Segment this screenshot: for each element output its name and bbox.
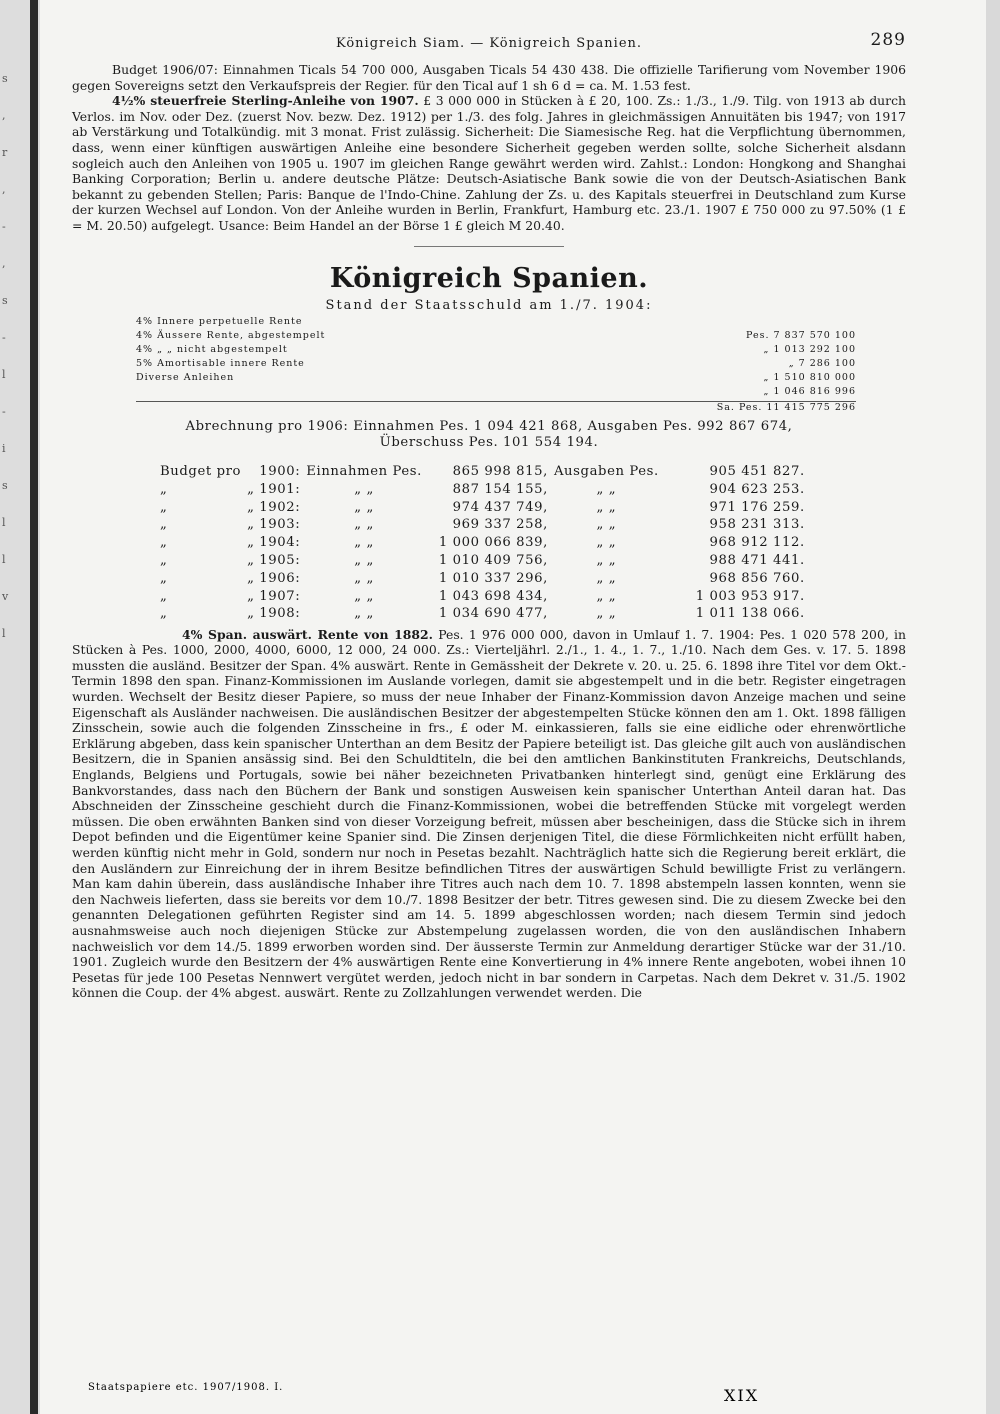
debt-row-amount: „ 1 046 816 996 [763,386,856,398]
budget-label: „ [160,535,168,551]
debt-row-amount: „ 1 510 810 000 [763,372,856,384]
expense-label: „ „ [596,606,617,622]
debt-row-amount: Pes. 7 837 570 100 [745,330,856,342]
revenue-amount: 974 437 749, [452,499,548,515]
budget-row [160,552,811,570]
margin-mark: s [2,294,8,307]
debt-row [136,385,856,399]
expense-amount: 958 231 313. [709,517,805,533]
siam-loan-text: £ 3 000 000 in Stücken à £ 20, 100. Zs.: 1./3., 1./9. Tilg. von 1913 ab durch Verlos. im Nov. oder Dez. (zuerst Nov. bezw. Dez. 1912) per 1./3. des folg. Jahres in gleichmässigen Annuitäten bis 1947; von 1917 ab Verstärkung und Totalkündig. mit 3 monat. Frist zulässig. Sicherheit: Die Siamesische Reg. hat die Verpflichtung übernommen, dass, wenn einer künftigen auswärtigen Anleihe eine besondere Sicherheit gegeben werden sollte, solche Sicherheit alsdann sogleich auch den Anleihen von 1905 u. 1907 im gleichen Range gewährt werden wird. Zahlst.: London: Hongkong and Shanghai Banking Corporation; Berlin u. andere deutsche Plätze: Deutsch-Asiatische Bank sowie die von der Deutsch-Asiatischen Bank bekannt zu gebenden Stellen; Paris: Banque de l'Indo-Chine. Zahlung der Zs. u. des Kapitals steuerfrei in Deutschland zum Kurse der kurzen Wechsel auf London. Von der Anleihe wurden in Berlin, Frankfurt, Hamburg etc. 23./1. 1907 £ 750 000 zu 97.50% (1 £ = M. 20.50) aufgelegt. Usance: Beim Handel an der Börse 1 £ gleich M 20.40. [72,93,906,233]
expense-label: „ „ [596,570,617,586]
abrechnung-1906 [72,419,906,451]
expense-label: Ausgaben Pes. [553,463,659,479]
margin-mark: r [2,146,8,159]
debt-row-label: 4% „ „ nicht abgestempelt [136,344,288,356]
budget-row [160,498,811,516]
budget-label: „ [160,517,168,533]
debt-row-amount: „ 7 286 100 [788,358,856,370]
revenue-label: „ „ [354,606,374,622]
abrechnung-line-1: Abrechnung pro 1906: Einnahmen Pes. 1 094 421 868, Ausgaben Pes. 992 867 674, [185,418,793,434]
spain-section-title: Königreich Spanien. [329,262,649,294]
expense-amount: 988 471 441. [709,552,805,568]
abrechnung-line-2: Überschuss Pes. 101 554 194. [379,434,599,450]
revenue-amount: 1 043 698 434, [438,588,548,604]
debt-row [136,343,856,357]
expense-label: „ „ [596,481,617,497]
budget-label: „ [160,606,168,622]
expense-amount: 905 451 827. [709,463,805,479]
siam-loan-title: 4½% steuerfreie Sterling-Anleihe von 1907. [112,93,419,109]
debt-row [136,315,856,329]
revenue-amount: 1 034 690 477, [438,606,548,622]
margin-mark: - [2,331,6,344]
revenue-label: „ „ [354,499,374,515]
revenue-label: „ „ [354,570,374,586]
budget-row [160,516,811,534]
budget-year: „ 1905: [247,552,301,568]
debt-total: Sa. Pes. 11 415 775 296 [136,401,856,413]
margin-mark: l [2,553,6,566]
debt-row-label: Diverse Anleihen [136,372,235,384]
budget-row [160,569,811,587]
revenue-amount: 865 998 815, [452,463,548,479]
page-text [72,30,906,1001]
section-divider [414,246,564,247]
budget-year: „ 1903: [247,517,301,533]
debt-row [136,371,856,385]
revenue-label: „ „ [354,535,374,551]
debt-row [136,329,856,343]
expense-label: „ „ [596,535,617,551]
debt-row-amount [706,315,856,329]
expense-amount: 1 011 138 066. [695,606,805,622]
budget-label: „ [160,499,168,515]
siam-budget-paragraph: Budget 1906/07: Einnahmen Ticals 54 700 000, Ausgaben Ticals 54 430 438. Die offizielle Tarifierung vom November 1906 gegen Sovereigns setzt den Verkaufspreis der Regier. für den Tical auf 1 sh 6 d = ca. M. 1.53 fest. [72,62,906,93]
budget-row [160,605,811,623]
siam-loan-paragraph [72,93,906,233]
budget-row [160,587,811,605]
margin-mark: i [2,442,6,455]
budget-year: „ 1901: [247,481,301,497]
page-number: 289 [870,30,906,50]
debt-table [136,315,856,399]
margin-mark: , [2,183,6,196]
budget-table [160,463,811,623]
budget-year: „ 1902: [247,499,301,515]
budget-label: „ [160,588,168,604]
budget-year: „ 1907: [247,588,301,604]
sheet-signature: XIX [724,1386,760,1405]
revenue-label: Einnahmen Pes. [306,463,422,479]
right-page-edge [986,0,1000,1414]
margin-mark: v [2,590,9,603]
debt-row-amount: „ 1 013 292 100 [763,344,856,356]
expense-amount: 968 856 760. [709,570,805,586]
revenue-amount: 1 010 409 756, [438,552,548,568]
revenue-label: „ „ [354,481,374,497]
margin-mark: l [2,627,6,640]
revenue-amount: 969 337 258, [452,517,548,533]
expense-label: „ „ [596,552,617,568]
budget-year: „ 1908: [247,606,301,622]
debt-row-label: 4% Innere perpetuelle Rente [136,316,303,328]
margin-mark: - [2,405,6,418]
budget-row [160,480,811,498]
expense-amount: 971 176 259. [709,499,805,515]
rente-text: Pes. 1 976 000 000, davon in Umlauf 1. 7. 1904: Pes. 1 020 578 200, in Stücken à Pes. 1000, 2000, 4000, 6000, 12 000, 24 000. Zs.: Vierteljährl. 2./1., 1. 4., 1. 7., 1./10. Nach dem Ges. v. 17. 5. 1898 mussten die ausländ. Besitzer der Span. 4% auswärt. Rente in Gemässheit der Dekrete v. 20. u. 25. 6. 1898 ihre Titel vor dem Okt.-Termin 1898 den span. Finanz-Kommissionen im Auslande vorlegen, damit sie abgestempelt und in die betr. Register eingetragen wurden. Wechselt der Besitz dieser Papiere, so muss der neue Inhaber der Finanz-Kommission davon Anzeige machen und seine Eigenschaft als Ausländer nachweisen. Die ausländischen Besitzer der abgestempelten Stücke können den am 1. Okt. 1898 fälligen Zinsschein, sowie auch die folgenden Zinsscheine in frs., £ oder M. einkassieren, falls sie eine eidliche oder ehrenwörtliche Erklärung abgeben, dass kein spanischer Unterthan an dem Besitz der Papiere beteiligt ist. Das gleiche gilt auch von ausländischen Besitzern, die in Spanien ansässig sind. Bei den Schuldtiteln, die bei den amtlichen Bankinstituten Frankreichs, Deutschlands, Englands, Belgiens und Portugals, sowie bei näher bezeichneten Privatbanken hinterlegt sind, genügt eine Erklärung des Bankvorstandes, dass nach den Büchern der Bank und sonstigen Ausweisen kein spanischer Unterthan Anteil daran hat. Das Abschneiden der Zinsscheine geschieht durch die Finanz-Kommissionen, wobei die betreffenden Stücke mit vorgelegt werden müssen. Die oben erwähnten Banken sind von dieser Vorzeigung befreit, müssen aber bescheinigen, dass die Stücke sich in ihrem Depot befinden und die Eigentümer keine Spanier sind. Die Zinsen derjenigen Titel, die diese Förmlichkeiten nicht erfüllt haben, werden künftig nicht mehr in Gold, sondern nur noch in Pesetas bezahlt. Nachträglich hatte sich die Regierung bereit erklärt, die den Ausländern zur Einreichung der in ihrem Besitze befindlichen Titres der auswärtigen Schuld bewilligte Frist zu verlängern. Man kam dahin überein, dass ausländische Inhaber ihre Titres auch nach dem 10. 7. 1898 abstempeln lassen konnten, wenn sie den Nachweis lieferten, dass sie bereits vor dem 10./7. 1898 Besitzer der betr. Titres gewesen sind. Die zu diesem Zwecke bei den genannten Delegationen geführten Register sind am 14. 5. 1899 abgeschlossen worden; nach diesem Termin sind jedoch ausnahmsweise auch noch diejenigen Stücke zur Abstempelung zugelassen worden, die von den ausländischen Inhabern nachweislich vor dem 14./5. 1899 erworben worden sind. Der äusserste Termin zur Anmeldung derartiger Stücke war der 31./10. 1901. Zugleich wurde den Besitzern der 4% auswärtigen Rente eine Konvertierung in 4% innere Rente angeboten, wobei ihnen 10 Pesetas für jede 100 Pesetas Nennwert vergütet werden, jedoch nicht in bar sondern in Carpetas. Nach dem Dekret v. 31./5. 1902 können die Coup. der 4% abgest. auswärt. Rente zu Zollzahlungen verwendet werden. Die [72,626,906,1001]
margin-mark: l [2,368,6,381]
expense-amount: 904 623 253. [709,481,805,497]
revenue-amount: 1 010 337 296, [438,570,548,586]
budget-label: Budget pro [160,463,242,479]
left-margin-marks [2,60,16,652]
margin-mark: , [2,109,6,122]
expense-amount: 968 912 112. [709,535,805,551]
debt-row-label: 4% Äussere Rente, abgestempelt [136,330,326,342]
margin-mark: l [2,516,6,529]
expense-label: „ „ [596,499,617,515]
running-head-title: Königreich Siam. — Königreich Spanien. [335,36,643,51]
debt-row-label: 5% Amortisable innere Rente [136,358,305,370]
revenue-label: „ „ [354,588,374,604]
budget-row [160,534,811,552]
debt-row [136,357,856,371]
rente-title: 4% Span. auswärt. Rente von 1882. [182,626,433,642]
footer-signature-line: Staatspapiere etc. 1907/1908. I. [88,1382,284,1393]
expense-label: „ „ [596,517,617,533]
budget-label: „ [160,552,168,568]
revenue-label: „ „ [354,517,374,533]
expense-label: „ „ [596,588,617,604]
budget-row [160,463,811,481]
margin-mark: s [2,72,8,85]
budget-label: „ [160,570,168,586]
budget-year: „ 1906: [247,570,301,586]
rente-paragraph [72,627,906,1001]
margin-mark: s [2,479,8,492]
debt-row-label [136,385,706,399]
revenue-label: „ „ [354,552,374,568]
revenue-amount: 887 154 155, [452,481,548,497]
expense-amount: 1 003 953 917. [695,588,805,604]
debt-heading: Stand der Staatsschuld am 1./7. 1904: [325,297,653,313]
budget-label: „ [160,481,168,497]
running-header [72,30,906,62]
margin-mark: , [2,257,6,270]
revenue-amount: 1 000 066 839, [438,535,548,551]
budget-year: 1900: [259,463,301,479]
budget-year: „ 1904: [247,535,301,551]
margin-mark: - [2,220,6,233]
